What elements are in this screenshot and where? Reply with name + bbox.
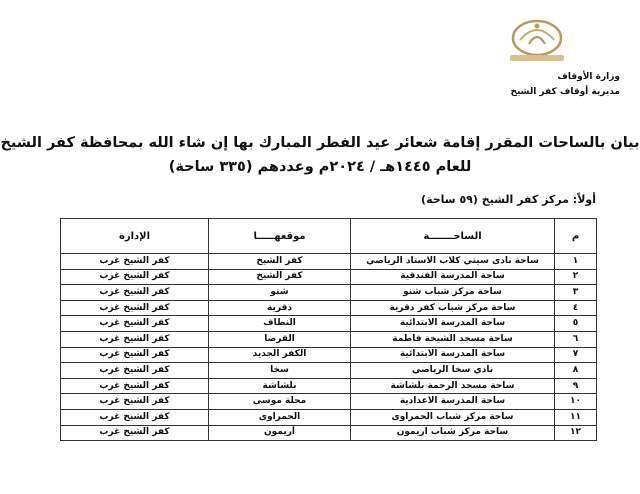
- row-place: ساحة مركز شباب اريمون: [351, 425, 555, 441]
- row-place: ساحة مركز شباب شنو: [351, 285, 555, 301]
- row-location: بلشاشة: [209, 378, 351, 394]
- table-row: [61, 269, 597, 285]
- row-num: ٩: [555, 378, 597, 394]
- row-admin: كفر الشيخ غرب: [61, 347, 209, 363]
- row-num: ١٢: [555, 425, 597, 441]
- row-admin: كفر الشيخ غرب: [61, 331, 209, 347]
- table-row: [61, 347, 597, 363]
- row-place: ساحة المدرسة الابتدائية: [351, 316, 555, 332]
- row-num: ١: [555, 254, 597, 270]
- title-line-2: للعام ١٤٤٥هـ / ٢٠٢٤م وعددهم (٣٣٥ ساحة): [168, 159, 472, 175]
- row-place: نادي سخا الرياضي: [351, 363, 555, 379]
- row-num: ١٠: [555, 394, 597, 410]
- row-location: سخا: [209, 363, 351, 379]
- row-location: القرضا: [209, 331, 351, 347]
- row-num: ٣: [555, 285, 597, 301]
- row-admin: كفر الشيخ غرب: [61, 363, 209, 379]
- document-title: [0, 131, 640, 179]
- row-num: ١١: [555, 409, 597, 425]
- row-num: ٢: [555, 269, 597, 285]
- table-row: [61, 394, 597, 410]
- table-header-row: [61, 219, 597, 254]
- row-place: ساحة مسجد الرحمة بلشاشة: [351, 378, 555, 394]
- row-location: الكفر الجديد: [209, 347, 351, 363]
- directorate-name: مديرية أوقاف كفر الشيخ: [510, 87, 620, 97]
- table-row: [61, 285, 597, 301]
- ministry-of-awqaf-logo-icon: [496, 14, 578, 68]
- row-num: ٧: [555, 347, 597, 363]
- places-table: [60, 218, 597, 441]
- row-location: كفر الشيخ: [209, 269, 351, 285]
- row-admin: كفر الشيخ غرب: [61, 316, 209, 332]
- row-admin: كفر الشيخ غرب: [61, 378, 209, 394]
- row-place: ساحة مسجد الشيخة فاطمة: [351, 331, 555, 347]
- row-admin: كفر الشيخ غرب: [61, 254, 209, 270]
- row-num: ٥: [555, 316, 597, 332]
- row-location: محلة موسى: [209, 394, 351, 410]
- section-subtitle: أولاً: مركز كفر الشيخ (٥٩ ساحة): [421, 193, 596, 206]
- table-row: [61, 254, 597, 270]
- table-row: [61, 425, 597, 441]
- table-row: [61, 316, 597, 332]
- row-admin: كفر الشيخ غرب: [61, 300, 209, 316]
- row-place: ساحة مركز شباب الحمراوى: [351, 409, 555, 425]
- row-place: ساحة المدرسة الاعدادية: [351, 394, 555, 410]
- title-line-1: بيان بالساحات المقرر إقامة شعائر عيد الفطر المبارك بها إن شاء الله بمحافظة كفر الشيخ: [0, 135, 640, 151]
- table-row: [61, 378, 597, 394]
- row-admin: كفر الشيخ غرب: [61, 425, 209, 441]
- ministry-logo: [496, 14, 578, 68]
- row-admin: كفر الشيخ غرب: [61, 269, 209, 285]
- row-location: كفر الشيخ: [209, 254, 351, 270]
- row-place: ساحة نادى سيتي كلاب الاستاد الرياضي: [351, 254, 555, 270]
- row-location: النطاف: [209, 316, 351, 332]
- row-location: الحمراوى: [209, 409, 351, 425]
- header-admin: الإدارة: [61, 219, 209, 254]
- ministry-header: [470, 70, 620, 100]
- header-num: م: [555, 219, 597, 254]
- row-admin: كفر الشيخ غرب: [61, 285, 209, 301]
- row-location: شنو: [209, 285, 351, 301]
- table-row: [61, 409, 597, 425]
- row-location: دقرية: [209, 300, 351, 316]
- row-num: ٨: [555, 363, 597, 379]
- row-admin: كفر الشيخ غرب: [61, 409, 209, 425]
- header-place: الساحـــــــة: [351, 219, 555, 254]
- row-location: أريمون: [209, 425, 351, 441]
- header-location: موقعهـــــا: [209, 219, 351, 254]
- row-place: ساحة المدرسة الفندقية: [351, 269, 555, 285]
- row-place: ساحة مركز شباب كفر دقرية: [351, 300, 555, 316]
- table-row: [61, 300, 597, 316]
- row-num: ٦: [555, 331, 597, 347]
- table-row: [61, 331, 597, 347]
- row-place: ساحة المدرسة الابتدائية: [351, 347, 555, 363]
- ministry-name: وزارة الأوقاف: [557, 72, 620, 82]
- table-row: [61, 363, 597, 379]
- row-admin: كفر الشيخ غرب: [61, 394, 209, 410]
- row-num: ٤: [555, 300, 597, 316]
